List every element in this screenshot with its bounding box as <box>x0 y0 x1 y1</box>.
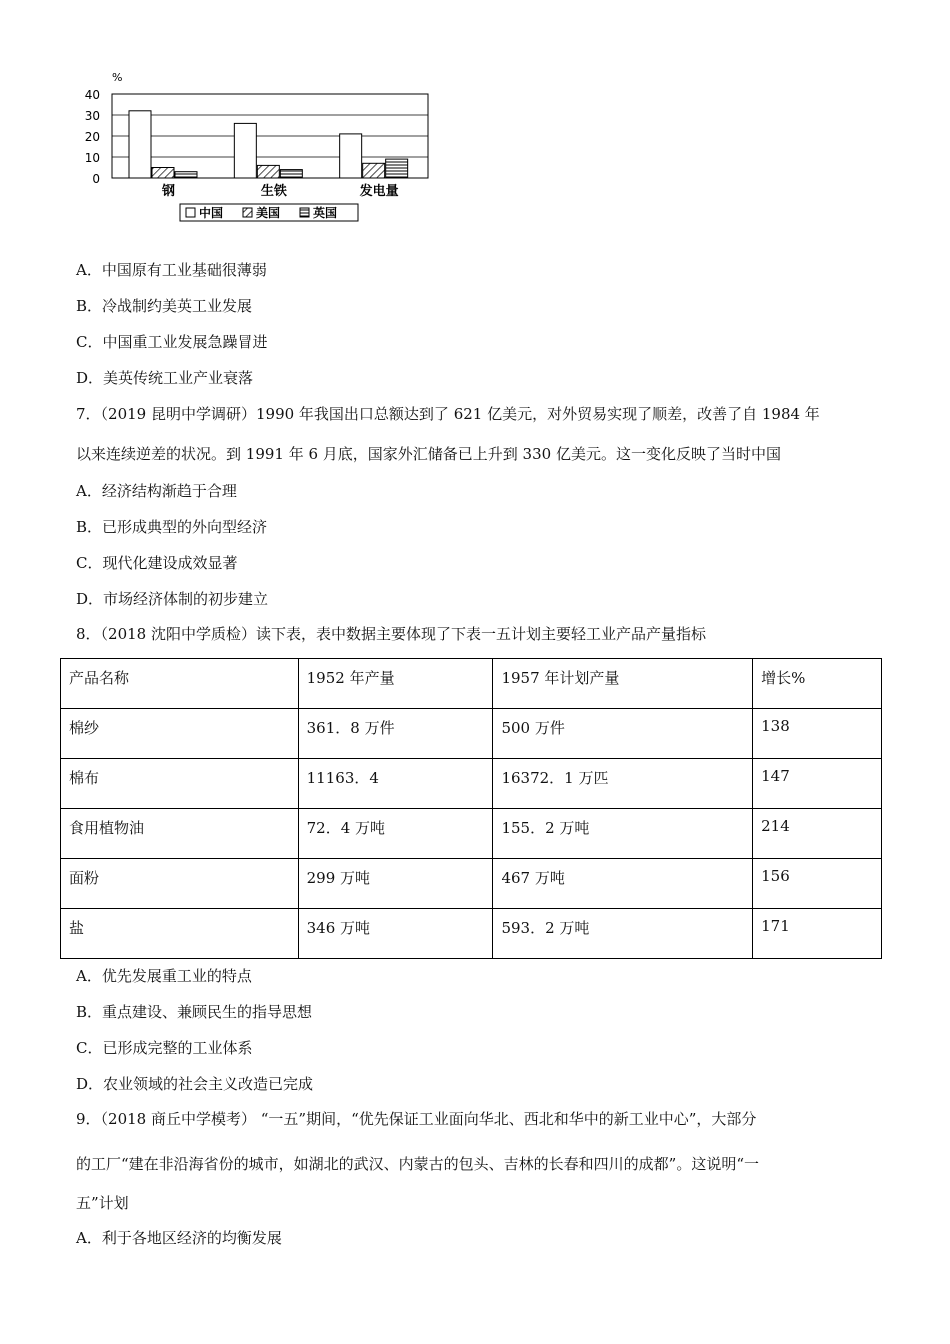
table-header-cell: 1952 年产量 <box>298 659 493 709</box>
table-row <box>61 909 882 959</box>
table-row <box>61 709 882 759</box>
q7-option-c[interactable]: C．现代化建设成效显著 <box>76 554 238 572</box>
bar-中国 <box>129 111 151 178</box>
x-tick-label: 钢 <box>161 184 176 199</box>
q7-option-d[interactable]: D．市场经济体制的初步建立 <box>76 590 269 608</box>
table-cell: 171 <box>753 909 882 959</box>
bar-英国 <box>280 170 302 178</box>
q6-option-a[interactable]: A．中国原有工业基础很薄弱 <box>76 261 267 279</box>
q9-stem-line-2: 的工厂“建在非沿海省份的城市，如湖北的武汉、内蒙古的包头、吉林的长春和四川的成都”。这说明“一 <box>76 1155 760 1173</box>
bar-chart <box>76 68 436 228</box>
table-cell: 面粉 <box>61 859 299 909</box>
bar-英国 <box>386 159 408 178</box>
legend-swatch <box>186 208 195 217</box>
table-cell: 棉布 <box>61 759 299 809</box>
chart-legend <box>180 204 358 221</box>
q6-option-d[interactable]: D．美英传统工业产业衰落 <box>76 369 254 387</box>
table-cell: 155．2 万吨 <box>493 809 753 859</box>
table-row <box>61 859 882 909</box>
table-cell: 299 万吨 <box>298 859 493 909</box>
q8-option-a[interactable]: A．优先发展重工业的特点 <box>76 967 252 985</box>
legend-swatch <box>243 208 252 217</box>
legend-label: 美国 <box>256 206 281 220</box>
table-cell: 500 万件 <box>493 709 753 759</box>
table-cell: 138 <box>753 709 882 759</box>
chart-bars <box>129 111 408 178</box>
table-cell: 214 <box>753 809 882 859</box>
table-cell: 食用植物油 <box>61 809 299 859</box>
table-header-cell: 增长% <box>753 659 882 709</box>
q6-option-c[interactable]: C．中国重工业发展急躁冒进 <box>76 333 268 351</box>
q9-option-a[interactable]: A．利于各地区经济的均衡发展 <box>76 1229 282 1247</box>
q7-stem-line-2: 以来连续逆差的状况。到 1991 年 6 月底，国家外汇储备已上升到 330 亿美元。这一变化反映了当时中国 <box>76 445 781 463</box>
q8-data-table <box>60 658 882 959</box>
legend-label: 英国 <box>313 206 338 220</box>
q8-option-b[interactable]: B．重点建设、兼顾民生的指导思想 <box>76 1003 313 1021</box>
q8-option-d[interactable]: D．农业领域的社会主义改造已完成 <box>76 1075 314 1093</box>
y-tick-label: 30 <box>84 109 100 123</box>
q8-option-c[interactable]: C．已形成完整的工业体系 <box>76 1039 253 1057</box>
bar-中国 <box>234 123 256 178</box>
table-cell: 棉纱 <box>61 709 299 759</box>
legend-swatch <box>300 208 309 217</box>
bar-美国 <box>363 163 385 178</box>
table-cell: 72．4 万吨 <box>298 809 493 859</box>
table-cell: 156 <box>753 859 882 909</box>
y-tick-label: 20 <box>84 130 100 144</box>
q7-option-a[interactable]: A．经济结构渐趋于合理 <box>76 482 237 500</box>
x-tick-label: 发电量 <box>359 184 399 199</box>
y-axis-label: % <box>112 71 123 84</box>
table-row <box>61 759 882 809</box>
q7-option-b[interactable]: B．已形成典型的外向型经济 <box>76 518 268 536</box>
table-header-row <box>61 659 882 709</box>
q6-option-b[interactable]: B．冷战制约美英工业发展 <box>76 297 253 315</box>
table-header-cell: 产品名称 <box>61 659 299 709</box>
bar-中国 <box>340 134 362 178</box>
q8-stem: 8．（2018 沈阳中学质检）读下表，表中数据主要体现了下表一五计划主要轻工业产品产量指标 <box>76 625 706 643</box>
table-cell: 11163．4 <box>298 759 493 809</box>
q7-stem-line-1: 7．（2019 昆明中学调研）1990 年我国出口总额达到了 621 亿美元，对外贸易实现了顺差，改善了自 1984 年 <box>76 405 820 423</box>
bar-英国 <box>175 172 197 178</box>
legend-label: 中国 <box>199 206 224 220</box>
q9-stem-line-3: 五”计划 <box>76 1194 129 1212</box>
y-tick-label: 40 <box>84 88 100 102</box>
table-cell: 593．2 万吨 <box>493 909 753 959</box>
bar-美国 <box>152 168 174 179</box>
table-cell: 467 万吨 <box>493 859 753 909</box>
table-row <box>61 809 882 859</box>
y-tick-label: 0 <box>92 172 100 186</box>
table-cell: 盐 <box>61 909 299 959</box>
y-tick-label: 10 <box>84 151 100 165</box>
x-tick-label: 生铁 <box>260 184 287 199</box>
bar-美国 <box>257 165 279 178</box>
table-cell: 346 万吨 <box>298 909 493 959</box>
table-cell: 16372．1 万匹 <box>493 759 753 809</box>
table-cell: 147 <box>753 759 882 809</box>
table-cell: 361．8 万件 <box>298 709 493 759</box>
q9-stem-line-1: 9．（2018 商丘中学模考） “一五”期间，“优先保证工业面向华北、西北和华中的新工业中心”，大部分 <box>76 1110 757 1128</box>
table-header-cell: 1957 年计划产量 <box>493 659 753 709</box>
